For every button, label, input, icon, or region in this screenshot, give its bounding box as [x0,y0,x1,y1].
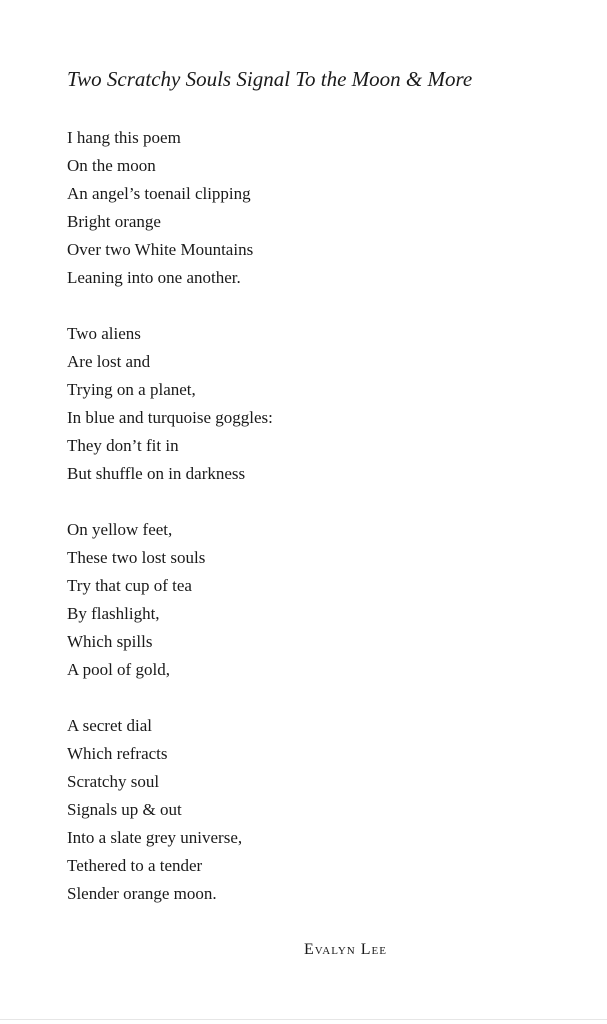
poem-line: An angel’s toenail clipping [67,184,251,203]
poem-line: In blue and turquoise goggles: [67,408,273,427]
poem-line: Scratchy soul [67,772,160,791]
poem-body [67,124,567,936]
poem-line: By flashlight, [67,604,160,623]
poem-line: A pool of gold, [67,660,170,679]
poem-line: Try that cup of tea [67,576,192,595]
poem-line: On the moon [67,156,156,175]
author-signature: Evalyn Lee [304,941,387,958]
poem-line: But shuffle on in darkness [67,464,246,483]
poem-title: Two Scratchy Souls Signal To the Moon & More [67,67,473,91]
poem-line: Leaning into one another. [67,268,241,287]
poem-line: Signals up & out [67,800,182,819]
poem-line: Are lost and [67,352,151,371]
poem-line: Which refracts [67,744,168,763]
stanza-3 [67,516,567,684]
stanza-2 [67,320,567,488]
poem-line: I hang this poem [67,128,181,147]
stanza-4 [67,712,567,908]
poem-line: They don’t fit in [67,436,179,455]
poem-line: Tethered to a tender [67,856,203,875]
poem-line: A secret dial [67,716,152,735]
poem-line: Bright orange [67,212,161,231]
poem-line: On yellow feet, [67,520,173,539]
poem-line: Over two White Mountains [67,240,254,259]
poem-line: Trying on a planet, [67,380,196,399]
poem-line: These two lost souls [67,548,206,567]
poem-line: Two aliens [67,324,141,343]
poem-line: Which spills [67,632,153,651]
poem-line: Into a slate grey universe, [67,828,243,847]
stanza-1 [67,124,567,292]
page-bottom-divider [0,1019,607,1020]
poem-line: Slender orange moon. [67,884,217,903]
